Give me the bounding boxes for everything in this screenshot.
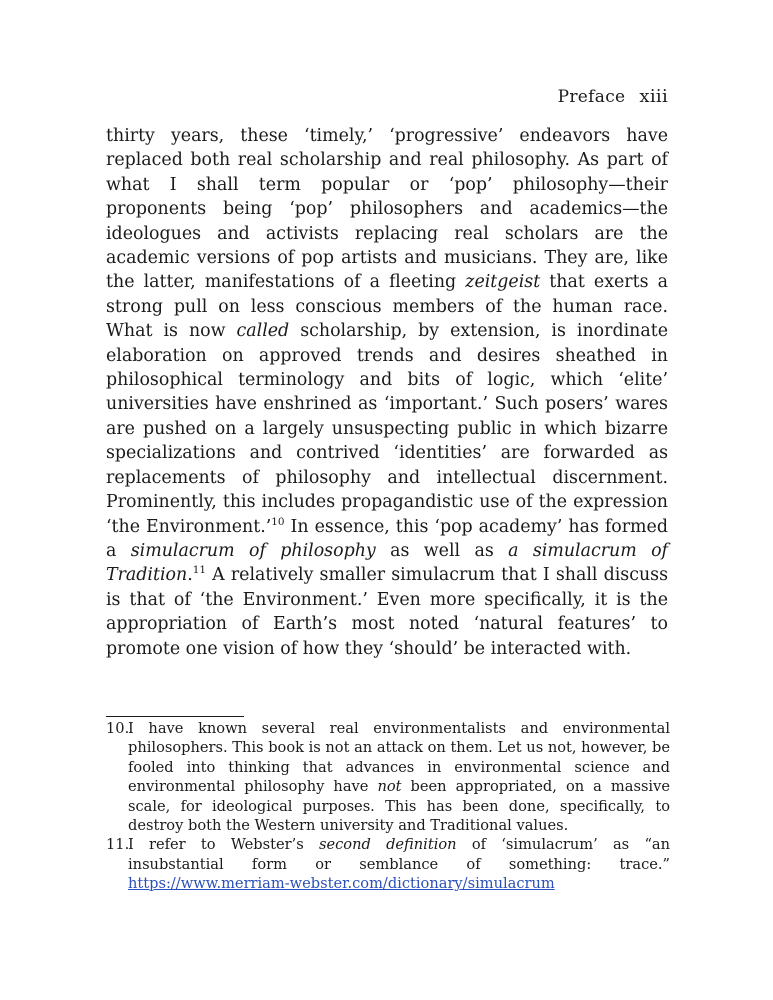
emphasis-second-definition: second definition xyxy=(318,836,457,854)
emphasis-zeitgeist: zeitgeist xyxy=(465,272,541,293)
footnote-divider xyxy=(106,716,244,717)
body-text-run: that exerts a strong pull on less conscious members of the human race. What is now xyxy=(106,272,668,342)
merriam-webster-link[interactable]: https://www.merriam-webster.com/dictionary/simulacrum xyxy=(128,875,555,893)
body-text-run: as well as xyxy=(375,540,509,561)
emphasis-called: called xyxy=(236,321,290,342)
page-number: xiii xyxy=(639,86,668,107)
body-text-run: A relatively smaller simulacrum that I shall discuss is that of ‘the Environment.’ Even more specifically, it is the appropriation of Earth’s most noted ‘natural features’ to promote one vision of how they ‘should’ be interacted with. xyxy=(106,565,668,659)
emphasis-not: not xyxy=(377,778,402,796)
body-text-run: In essence, this ‘pop academy’ has formed a xyxy=(106,516,668,561)
body-text-run: thirty years, these ‘timely,’ ‘progressive’ endeavors have replaced both real scholarship and real philosophy. As part of what I shall term popular or ‘pop’ philosophy—their proponents being ‘pop’ philosophers and academics—the ideologues and activists replacing real scholars are the academic versions of pop artists and musicians. They are, like the latter, manifestations of a fleeting xyxy=(106,126,668,293)
section-title: Preface xyxy=(557,87,626,107)
footnote-text xyxy=(128,835,670,893)
footnote-text-run: I have known several real environmentalists and environmental philosophers. This book is not an attack on them. Let us not, however, be fooled into thinking that advances in environmental science and environmental philosophy have xyxy=(128,720,670,796)
body-text-run: . xyxy=(187,565,193,586)
footnote-ref-11[interactable]: 11 xyxy=(192,564,207,577)
footnote-ref-10[interactable]: 10 xyxy=(271,515,285,528)
footnote-text-run: of ‘simulacrum’ as “an insubstantial form or semblance of something: trace.” xyxy=(128,836,670,873)
footnote-text xyxy=(128,719,670,835)
running-header xyxy=(558,86,668,107)
body-paragraph xyxy=(106,124,668,661)
footnote-number: 10. xyxy=(106,720,130,737)
emphasis-simulacrum-tradition: a simulacrum of Tradition xyxy=(106,540,668,586)
footnote-text-run: been appropriated, on a massive scale, for ideological purposes. This has been done, specifically, to destroy both the Western university and Traditional values. xyxy=(128,778,670,835)
body-text-run: scholarship, by extension, is inordinate elaboration on approved trends and desires sheathed in philosophical terminology and bits of logic, which ‘elite’ universities have enshrined as ‘important.’ Such posers’ wares are pushed on a largely unsuspecting public in which bizarre specializations and contrived ‘identities’ are forwarded as replacements of philosophy and intellectual discernment. Prominently, this includes propagandistic use of the expression ‘the Environment.’ xyxy=(106,321,668,537)
footnote-number: 11. xyxy=(106,836,130,854)
footnote-text-run: I refer to Webster’s xyxy=(128,836,319,854)
footnote-10 xyxy=(106,719,670,835)
footnote-11 xyxy=(106,835,670,893)
footnotes-list xyxy=(106,719,670,894)
emphasis-simulacrum-philosophy: simulacrum of philosophy xyxy=(130,540,376,561)
